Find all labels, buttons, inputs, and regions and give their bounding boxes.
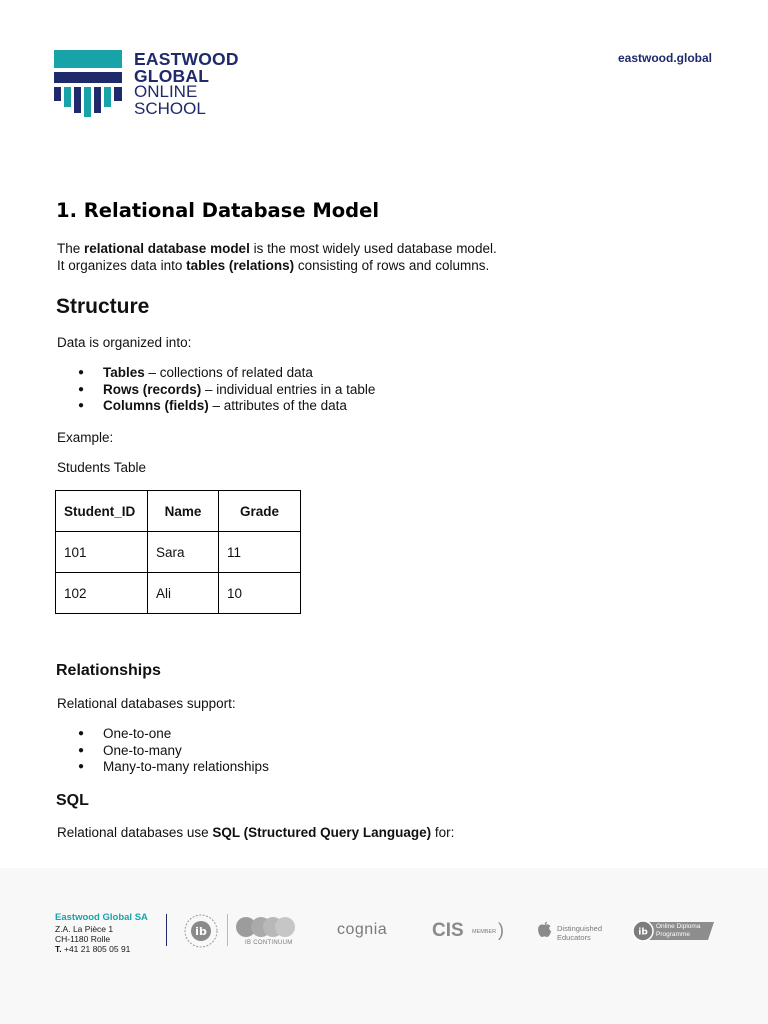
apple-logo-icon bbox=[537, 921, 552, 939]
list-item-desc: – attributes of the data bbox=[208, 398, 347, 413]
intro-text: is the most widely used database model. bbox=[249, 241, 497, 256]
apple-label-line: Educators bbox=[557, 933, 591, 942]
column-header: Grade bbox=[219, 491, 301, 532]
cognia-logo: cognia bbox=[337, 921, 388, 938]
relationships-heading: Relationships bbox=[56, 662, 161, 679]
intro-text: The bbox=[57, 241, 85, 256]
logo-line-4: SCHOOL bbox=[134, 98, 206, 118]
list-item bbox=[78, 382, 375, 399]
ib-odp-line: Online Diploma bbox=[656, 923, 701, 930]
table-row bbox=[56, 532, 301, 573]
example-label: Example: bbox=[57, 430, 114, 445]
intro-paragraph bbox=[57, 240, 497, 274]
cis-logo: CIS bbox=[432, 920, 464, 941]
list-item bbox=[78, 398, 375, 415]
sql-text: Relational databases use bbox=[57, 825, 213, 840]
footer-divider bbox=[166, 914, 167, 946]
cis-bracket: ) bbox=[498, 920, 504, 940]
cis-member-label: MEMBER bbox=[472, 929, 497, 935]
table-cell: 102 bbox=[56, 573, 148, 614]
list-item-desc: – collections of related data bbox=[144, 365, 313, 380]
sql-heading: SQL bbox=[56, 792, 89, 809]
ib-odp-line: Programme bbox=[656, 930, 690, 938]
relationships-lead: Relational databases support: bbox=[57, 696, 236, 711]
table-cell: 11 bbox=[219, 532, 301, 573]
list-item-term: Tables bbox=[103, 365, 145, 380]
table-cell: Ali bbox=[148, 573, 219, 614]
sql-bold-term: SQL (Structured Query Language) bbox=[212, 825, 432, 840]
page-title-text: 1. Relational Database Model bbox=[56, 199, 379, 222]
table-cell: Sara bbox=[148, 532, 219, 573]
table-caption: Students Table bbox=[57, 460, 147, 475]
list-item-desc: – individual entries in a table bbox=[201, 381, 376, 397]
relationships-list bbox=[78, 726, 269, 776]
intro-bold-term: relational database model bbox=[84, 241, 250, 256]
students-table bbox=[55, 490, 301, 614]
ib-logo-icon bbox=[183, 914, 219, 948]
table-row bbox=[56, 573, 301, 614]
eastwood-shield-icon bbox=[54, 50, 122, 120]
intro-bold-term: tables (relations) bbox=[186, 258, 295, 273]
site-link[interactable]: eastwood.global bbox=[617, 51, 712, 65]
page-title bbox=[56, 199, 379, 222]
table-header-row bbox=[56, 491, 301, 532]
logo-wordmark bbox=[134, 51, 239, 117]
phone-label: T. bbox=[55, 944, 62, 954]
column-header: Name bbox=[148, 491, 219, 532]
sql-text: for: bbox=[431, 825, 455, 840]
svg-text:ib: ib bbox=[638, 927, 648, 938]
page-footer bbox=[0, 868, 768, 1024]
list-item-term: Columns (fields) bbox=[103, 398, 209, 413]
phone-number: +41 21 805 05 91 bbox=[61, 944, 131, 954]
sql-paragraph bbox=[57, 824, 454, 841]
phone-line bbox=[55, 944, 148, 954]
list-item: ● One-to-many bbox=[78, 743, 269, 760]
structure-list bbox=[78, 365, 375, 415]
intro-text: It organizes data into bbox=[57, 258, 187, 273]
company-address bbox=[55, 913, 148, 954]
logo-line-1: EASTWOOD bbox=[134, 49, 239, 69]
apple-educators-label bbox=[557, 924, 602, 942]
list-item: ● One-to-one bbox=[78, 726, 269, 743]
school-logo bbox=[54, 50, 254, 122]
ib-separator bbox=[227, 914, 228, 946]
ib-continuum-circles-icon bbox=[235, 916, 297, 938]
svg-text:ib: ib bbox=[195, 925, 207, 938]
table-cell: 10 bbox=[219, 573, 301, 614]
apple-label-line: Distinguished bbox=[557, 924, 603, 933]
logo-line-3: ONLINE bbox=[134, 82, 198, 101]
list-item bbox=[78, 365, 375, 382]
address-line: Z.A. La Pièce 1 bbox=[55, 924, 114, 934]
ib-odp-label bbox=[656, 923, 700, 938]
list-item: ● Many-to-many relationships bbox=[78, 759, 269, 776]
ib-continuum-label: IB CONTINUUM bbox=[245, 940, 293, 946]
address-line: CH-1180 Rolle bbox=[55, 934, 111, 944]
list-item-term: Rows (records) bbox=[103, 381, 202, 397]
intro-text: consisting of rows and columns. bbox=[294, 258, 490, 273]
table-cell: 101 bbox=[56, 532, 148, 573]
column-header: Student_ID bbox=[56, 491, 148, 532]
logo-line-2: GLOBAL bbox=[134, 65, 210, 86]
structure-lead: Data is organized into: bbox=[57, 335, 192, 350]
company-name: Eastwood Global SA bbox=[55, 912, 148, 923]
structure-heading: Structure bbox=[56, 295, 150, 318]
